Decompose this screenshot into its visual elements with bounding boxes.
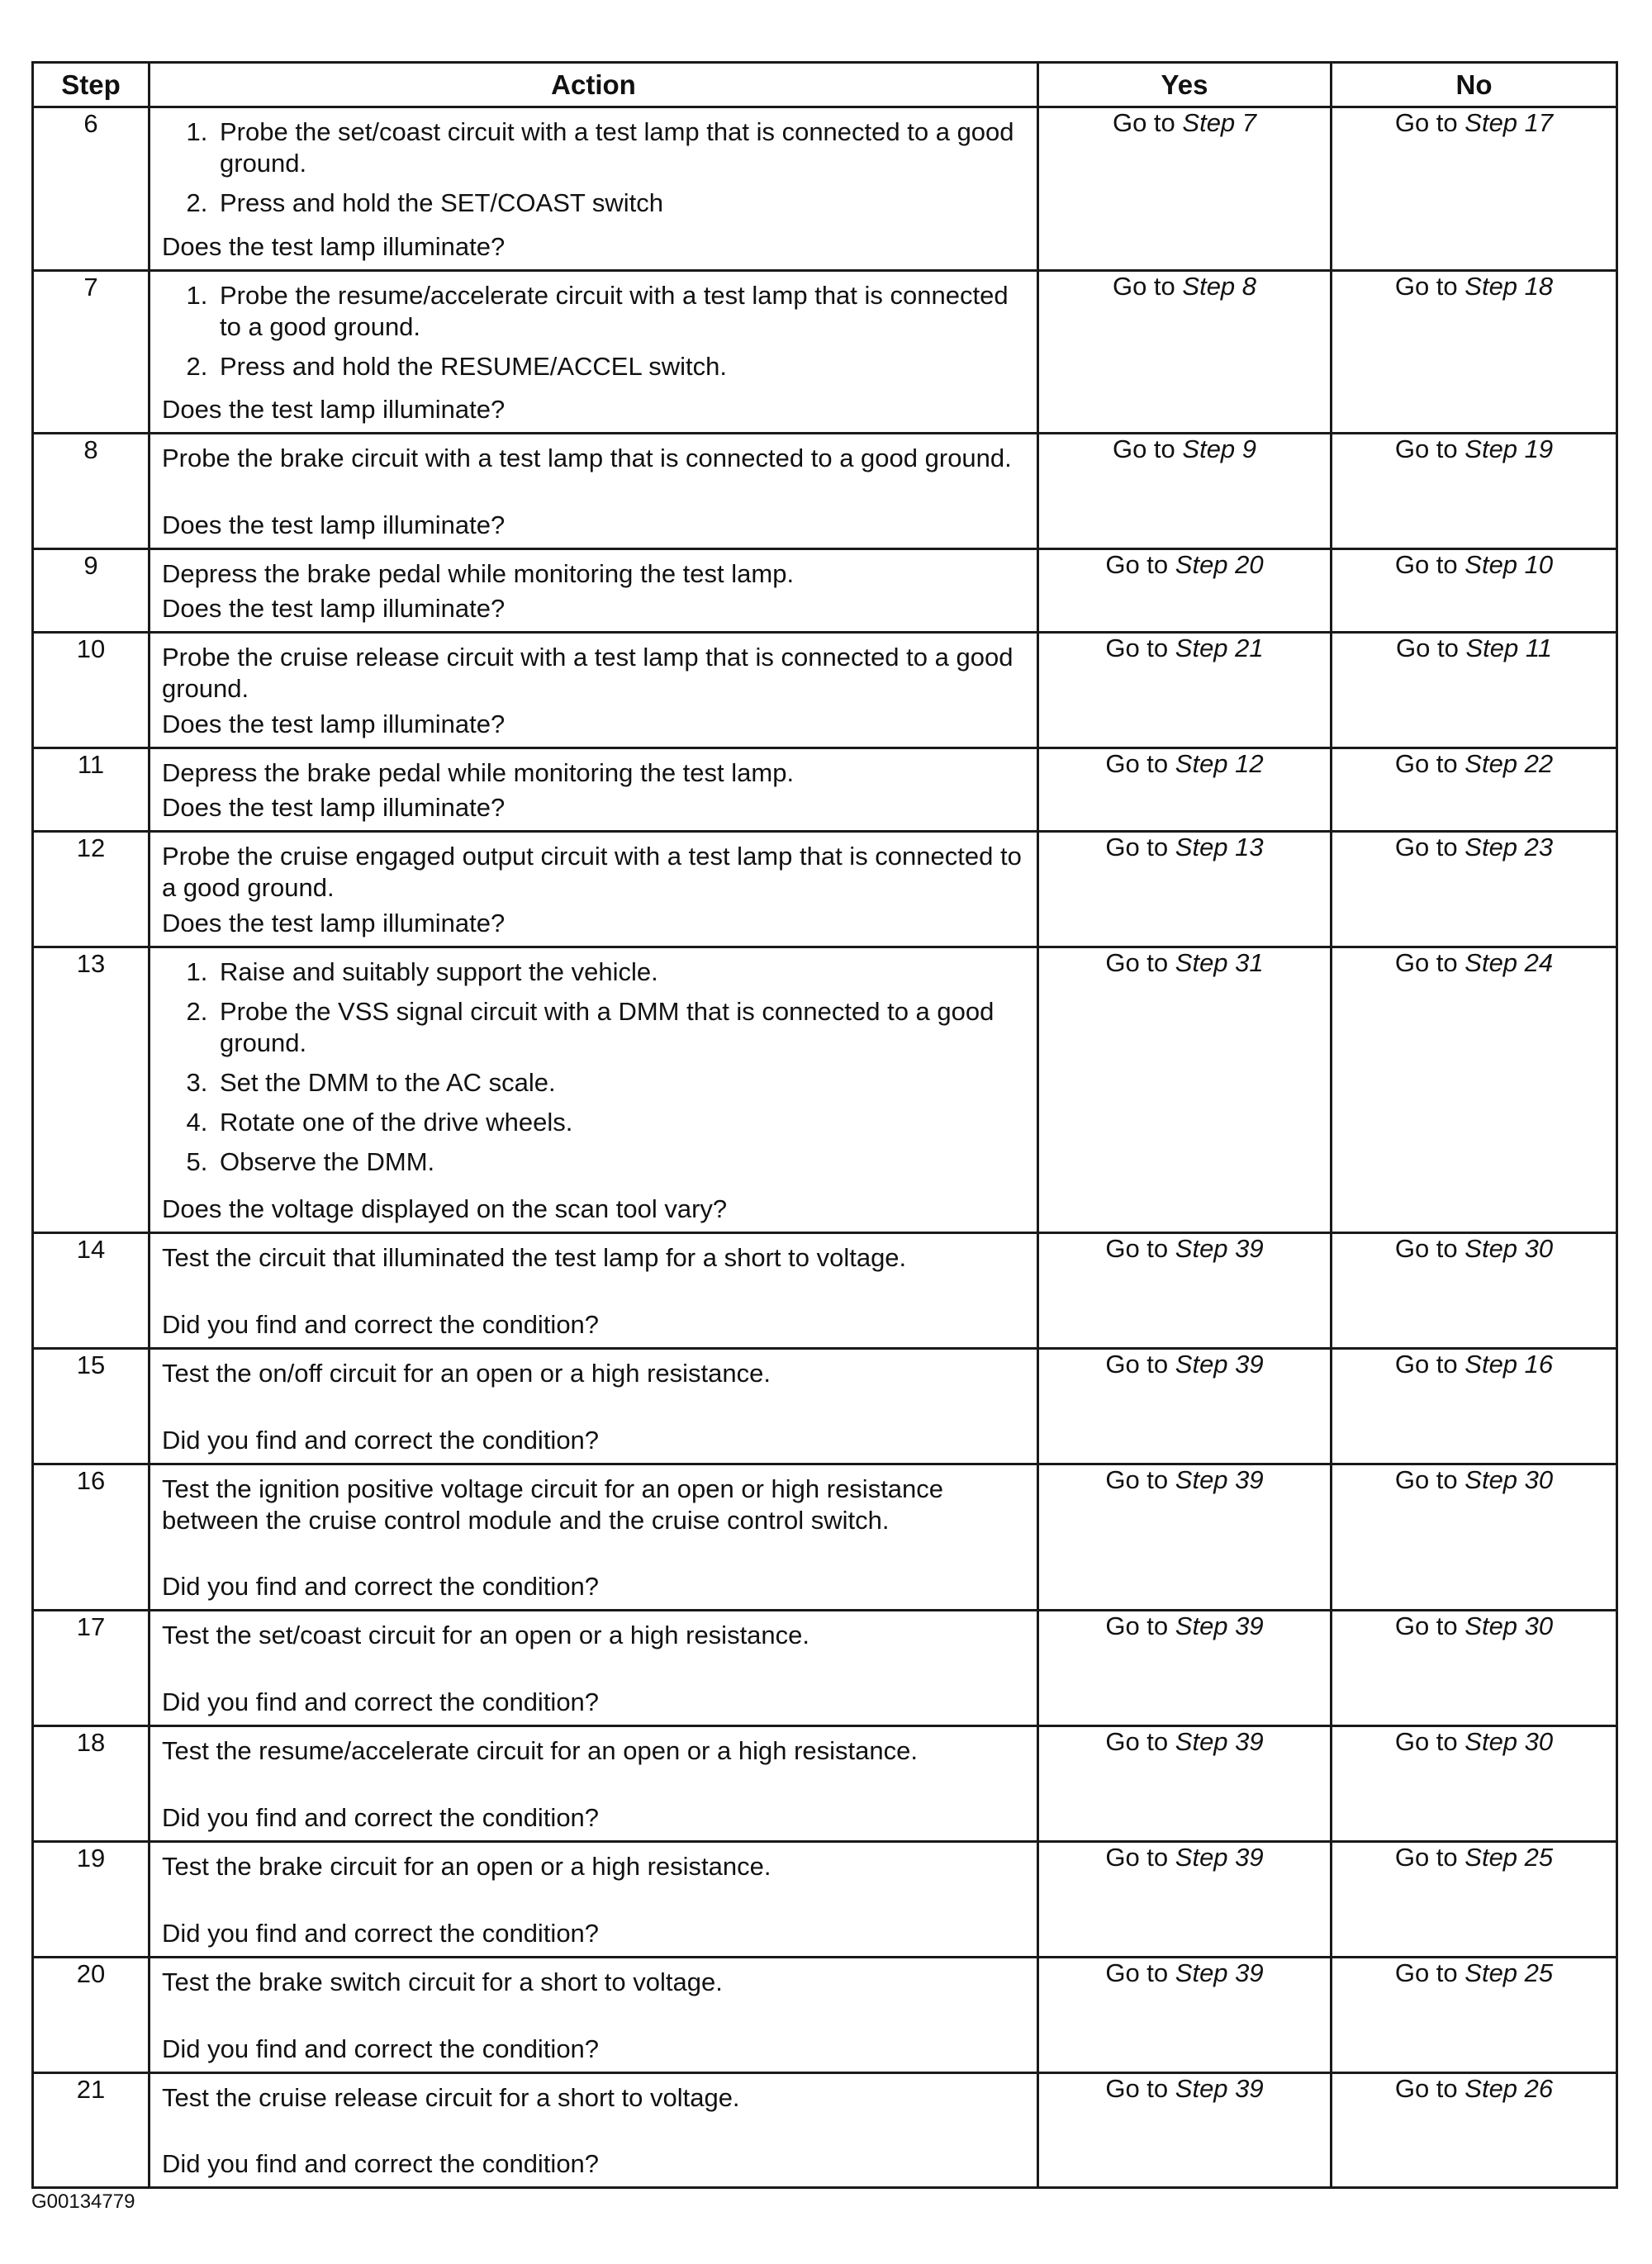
step-reference: Step 39 xyxy=(1175,1234,1264,1263)
action-question: Did you find and correct the condition? xyxy=(162,1687,600,1716)
step-reference: Step 30 xyxy=(1464,1465,1554,1494)
step-number: 16 xyxy=(33,1464,150,1611)
action-instructions xyxy=(162,443,1025,474)
table-row xyxy=(33,271,1617,434)
action-description: Test the on/off circuit for an open or a high resistance. xyxy=(162,1359,771,1388)
action-instructions xyxy=(162,1358,1025,1389)
action-cell xyxy=(150,748,1038,832)
go-to-label: Go to xyxy=(1105,1958,1169,1987)
go-to-label: Go to xyxy=(1105,1611,1169,1640)
action-description: Probe the cruise engaged output circuit with a test lamp that is connected to a good ground. xyxy=(162,842,1022,902)
result-no-cell xyxy=(1332,832,1617,947)
action-instructions xyxy=(162,1474,1025,1536)
result-yes-cell xyxy=(1038,748,1332,832)
action-cell xyxy=(150,1726,1038,1842)
instruction-list xyxy=(162,280,1025,382)
go-to-label: Go to xyxy=(1394,833,1458,861)
go-to-label: Go to xyxy=(1395,634,1459,662)
step-reference: Step 30 xyxy=(1464,1234,1554,1263)
action-description: Test the circuit that illuminated the test lamp for a short to voltage. xyxy=(162,1243,907,1272)
step-number: 12 xyxy=(33,832,150,947)
action-content xyxy=(162,642,1025,740)
action-content xyxy=(162,1967,1025,2065)
step-reference: Step 16 xyxy=(1464,1350,1554,1379)
result-no-cell xyxy=(1332,1349,1617,1464)
action-instructions xyxy=(162,1242,1025,1274)
action-content xyxy=(162,443,1025,541)
go-to-label: Go to xyxy=(1394,1611,1458,1640)
go-to-label: Go to xyxy=(1394,1727,1458,1756)
action-content xyxy=(162,1358,1025,1456)
result-no-cell xyxy=(1332,1611,1617,1726)
step-reference: Step 26 xyxy=(1464,2074,1554,2103)
table-body xyxy=(33,107,1617,2188)
table-row xyxy=(33,1842,1617,1958)
result-yes-cell xyxy=(1038,107,1332,271)
action-instructions xyxy=(162,1851,1025,1882)
action-question: Does the test lamp illuminate? xyxy=(162,395,506,424)
instruction-item: 2. Probe the VSS signal circuit with a DMM that is connected to a good ground. xyxy=(215,996,1025,1059)
action-instructions xyxy=(162,956,1025,1183)
action-instructions xyxy=(162,280,1025,387)
action-content xyxy=(162,1242,1025,1341)
action-content xyxy=(162,2082,1025,2180)
action-question: Did you find and correct the condition? xyxy=(162,1426,600,1455)
action-content xyxy=(162,1735,1025,1834)
step-number: 17 xyxy=(33,1611,150,1726)
action-description: Test the ignition positive voltage circuit for an open or high resistance between the cruise control module and the cruise control switch. xyxy=(162,1474,944,1535)
action-description: Test the brake circuit for an open or a high resistance. xyxy=(162,1852,771,1881)
action-cell xyxy=(150,549,1038,633)
result-yes-cell xyxy=(1038,1958,1332,2073)
action-question: Does the test lamp illuminate? xyxy=(162,710,506,738)
go-to-label: Go to xyxy=(1105,1465,1169,1494)
action-description: Test the resume/accelerate circuit for an open or a high resistance. xyxy=(162,1736,918,1765)
go-to-label: Go to xyxy=(1394,1234,1458,1263)
action-cell xyxy=(150,1611,1038,1726)
go-to-label: Go to xyxy=(1105,634,1169,662)
action-question: Did you find and correct the condition? xyxy=(162,1310,600,1339)
instruction-list xyxy=(162,116,1025,219)
action-cell xyxy=(150,1349,1038,1464)
instruction-item: 5. Observe the DMM. xyxy=(215,1146,1025,1178)
action-question: Does the test lamp illuminate? xyxy=(162,909,506,937)
result-yes-cell xyxy=(1038,1464,1332,1611)
go-to-label: Go to xyxy=(1394,272,1458,301)
step-reference: Step 39 xyxy=(1175,2074,1264,2103)
step-reference: Step 39 xyxy=(1175,1611,1264,1640)
step-reference: Step 25 xyxy=(1464,1843,1554,1872)
result-no-cell xyxy=(1332,748,1617,832)
step-reference: Step 25 xyxy=(1464,1958,1554,1987)
instruction-item: 1. Probe the set/coast circuit with a test lamp that is connected to a good ground. xyxy=(215,116,1025,179)
result-no-cell xyxy=(1332,549,1617,633)
instruction-list xyxy=(162,956,1025,1178)
action-description: Test the set/coast circuit for an open or a high resistance. xyxy=(162,1621,810,1649)
step-reference: Step 24 xyxy=(1464,948,1554,977)
instruction-item: 4. Rotate one of the drive wheels. xyxy=(215,1107,1025,1138)
step-reference: Step 30 xyxy=(1464,1727,1554,1756)
step-reference: Step 22 xyxy=(1464,749,1554,778)
go-to-label: Go to xyxy=(1394,550,1458,579)
action-instructions xyxy=(162,1967,1025,1998)
instruction-item: 1. Probe the resume/accelerate circuit with a test lamp that is connected to a good ground. xyxy=(215,280,1025,343)
action-instructions xyxy=(162,116,1025,224)
action-cell xyxy=(150,1958,1038,2073)
action-question: Does the test lamp illuminate? xyxy=(162,793,506,822)
step-reference: Step 9 xyxy=(1182,434,1257,463)
header-no: No xyxy=(1332,63,1617,107)
action-content xyxy=(162,280,1025,425)
action-cell xyxy=(150,2073,1038,2188)
table-row xyxy=(33,107,1617,271)
step-reference: Step 21 xyxy=(1175,634,1264,662)
action-content xyxy=(162,841,1025,939)
action-question: Does the test lamp illuminate? xyxy=(162,510,506,539)
go-to-label: Go to xyxy=(1394,1465,1458,1494)
action-question: Does the test lamp illuminate? xyxy=(162,232,506,261)
go-to-label: Go to xyxy=(1105,948,1169,977)
step-number: 8 xyxy=(33,434,150,549)
action-content xyxy=(162,558,1025,624)
step-reference: Step 12 xyxy=(1175,749,1264,778)
result-yes-cell xyxy=(1038,832,1332,947)
action-content xyxy=(162,757,1025,823)
step-reference: Step 7 xyxy=(1182,108,1257,137)
result-no-cell xyxy=(1332,1842,1617,1958)
result-yes-cell xyxy=(1038,1611,1332,1726)
step-reference: Step 17 xyxy=(1464,108,1554,137)
action-instructions xyxy=(162,642,1025,705)
step-reference: Step 11 xyxy=(1465,634,1553,662)
step-number: 13 xyxy=(33,947,150,1233)
table-row xyxy=(33,633,1617,748)
step-reference: Step 39 xyxy=(1175,1350,1264,1379)
step-reference: Step 39 xyxy=(1175,1958,1264,1987)
action-instructions xyxy=(162,841,1025,904)
step-number: 18 xyxy=(33,1726,150,1842)
result-no-cell xyxy=(1332,2073,1617,2188)
result-no-cell xyxy=(1332,1464,1617,1611)
table-row xyxy=(33,1611,1617,1726)
go-to-label: Go to xyxy=(1394,108,1458,137)
result-yes-cell xyxy=(1038,549,1332,633)
result-no-cell xyxy=(1332,633,1617,748)
result-yes-cell xyxy=(1038,1726,1332,1842)
action-cell xyxy=(150,1464,1038,1611)
step-number: 11 xyxy=(33,748,150,832)
table-row xyxy=(33,832,1617,947)
action-question: Did you find and correct the condition? xyxy=(162,2149,600,2178)
result-yes-cell xyxy=(1038,434,1332,549)
figure-id: G00134779 xyxy=(31,2190,135,2213)
instruction-item: 1. Raise and suitably support the vehicle. xyxy=(215,956,1025,988)
action-cell xyxy=(150,633,1038,748)
go-to-label: Go to xyxy=(1105,550,1169,579)
result-yes-cell xyxy=(1038,947,1332,1233)
step-number: 9 xyxy=(33,549,150,633)
go-to-label: Go to xyxy=(1394,1958,1458,1987)
table-row xyxy=(33,1726,1617,1842)
instruction-item: 2. Press and hold the RESUME/ACCEL switch. xyxy=(215,351,1025,382)
action-description: Test the cruise release circuit for a short to voltage. xyxy=(162,2083,740,2112)
action-description: Probe the cruise release circuit with a test lamp that is connected to a good ground. xyxy=(162,643,1014,703)
table-header-row xyxy=(33,63,1617,107)
table-row xyxy=(33,748,1617,832)
result-yes-cell xyxy=(1038,633,1332,748)
action-cell xyxy=(150,271,1038,434)
table-row xyxy=(33,1464,1617,1611)
diagnostic-table xyxy=(31,61,1618,2189)
instruction-item: 2. Press and hold the SET/COAST switch xyxy=(215,187,1025,219)
go-to-label: Go to xyxy=(1105,1234,1169,1263)
result-no-cell xyxy=(1332,947,1617,1233)
table-row xyxy=(33,1233,1617,1349)
action-content xyxy=(162,956,1025,1225)
go-to-label: Go to xyxy=(1105,833,1169,861)
step-number: 14 xyxy=(33,1233,150,1349)
step-reference: Step 39 xyxy=(1175,1465,1264,1494)
result-no-cell xyxy=(1332,1233,1617,1349)
action-content xyxy=(162,1474,1025,1602)
action-content xyxy=(162,116,1025,263)
result-yes-cell xyxy=(1038,2073,1332,2188)
result-yes-cell xyxy=(1038,1233,1332,1349)
go-to-label: Go to xyxy=(1112,272,1175,301)
step-number: 15 xyxy=(33,1349,150,1464)
result-yes-cell xyxy=(1038,1842,1332,1958)
table-row xyxy=(33,1349,1617,1464)
go-to-label: Go to xyxy=(1105,1350,1169,1379)
go-to-label: Go to xyxy=(1394,749,1458,778)
step-reference: Step 39 xyxy=(1175,1843,1264,1872)
result-no-cell xyxy=(1332,107,1617,271)
table-row xyxy=(33,434,1617,549)
action-cell xyxy=(150,1233,1038,1349)
step-reference: Step 8 xyxy=(1182,272,1257,301)
go-to-label: Go to xyxy=(1394,2074,1458,2103)
result-no-cell xyxy=(1332,1726,1617,1842)
action-instructions xyxy=(162,757,1025,789)
step-reference: Step 19 xyxy=(1464,434,1554,463)
action-instructions xyxy=(162,558,1025,590)
header-step: Step xyxy=(33,63,150,107)
header-action: Action xyxy=(150,63,1038,107)
action-cell xyxy=(150,107,1038,271)
action-content xyxy=(162,1620,1025,1718)
go-to-label: Go to xyxy=(1105,1727,1169,1756)
result-yes-cell xyxy=(1038,271,1332,434)
go-to-label: Go to xyxy=(1394,948,1458,977)
go-to-label: Go to xyxy=(1112,108,1175,137)
step-number: 19 xyxy=(33,1842,150,1958)
action-question: Did you find and correct the condition? xyxy=(162,1572,600,1601)
step-reference: Step 39 xyxy=(1175,1727,1264,1756)
action-cell xyxy=(150,947,1038,1233)
action-question: Does the voltage displayed on the scan tool vary? xyxy=(162,1194,728,1223)
table-row xyxy=(33,549,1617,633)
go-to-label: Go to xyxy=(1112,434,1175,463)
go-to-label: Go to xyxy=(1394,1350,1458,1379)
step-number: 21 xyxy=(33,2073,150,2188)
action-instructions xyxy=(162,1735,1025,1767)
step-reference: Step 31 xyxy=(1175,948,1264,977)
instruction-item: 3. Set the DMM to the AC scale. xyxy=(215,1067,1025,1099)
step-number: 10 xyxy=(33,633,150,748)
action-question: Did you find and correct the condition? xyxy=(162,1919,600,1948)
action-cell xyxy=(150,434,1038,549)
table-row xyxy=(33,947,1617,1233)
action-description: Depress the brake pedal while monitoring the test lamp. xyxy=(162,559,795,588)
step-number: 20 xyxy=(33,1958,150,2073)
go-to-label: Go to xyxy=(1394,1843,1458,1872)
action-question: Did you find and correct the condition? xyxy=(162,2034,600,2063)
step-reference: Step 23 xyxy=(1464,833,1554,861)
header-yes: Yes xyxy=(1038,63,1332,107)
step-reference: Step 20 xyxy=(1175,550,1264,579)
action-cell xyxy=(150,1842,1038,1958)
go-to-label: Go to xyxy=(1105,2074,1169,2103)
result-no-cell xyxy=(1332,1958,1617,2073)
action-cell xyxy=(150,832,1038,947)
step-number: 7 xyxy=(33,271,150,434)
result-no-cell xyxy=(1332,434,1617,549)
go-to-label: Go to xyxy=(1394,434,1458,463)
table-row xyxy=(33,2073,1617,2188)
action-instructions xyxy=(162,1620,1025,1651)
go-to-label: Go to xyxy=(1105,749,1169,778)
step-reference: Step 30 xyxy=(1464,1611,1554,1640)
action-content xyxy=(162,1851,1025,1949)
go-to-label: Go to xyxy=(1105,1843,1169,1872)
step-reference: Step 10 xyxy=(1464,550,1554,579)
action-description: Test the brake switch circuit for a short to voltage. xyxy=(162,1967,723,1996)
step-number: 6 xyxy=(33,107,150,271)
step-reference: Step 13 xyxy=(1175,833,1264,861)
table-row xyxy=(33,1958,1617,2073)
action-question: Did you find and correct the condition? xyxy=(162,1803,600,1832)
action-description: Depress the brake pedal while monitoring the test lamp. xyxy=(162,758,795,787)
result-yes-cell xyxy=(1038,1349,1332,1464)
result-no-cell xyxy=(1332,271,1617,434)
action-question: Does the test lamp illuminate? xyxy=(162,594,506,623)
action-instructions xyxy=(162,2082,1025,2114)
action-description: Probe the brake circuit with a test lamp that is connected to a good ground. xyxy=(162,444,1012,472)
step-reference: Step 18 xyxy=(1464,272,1554,301)
